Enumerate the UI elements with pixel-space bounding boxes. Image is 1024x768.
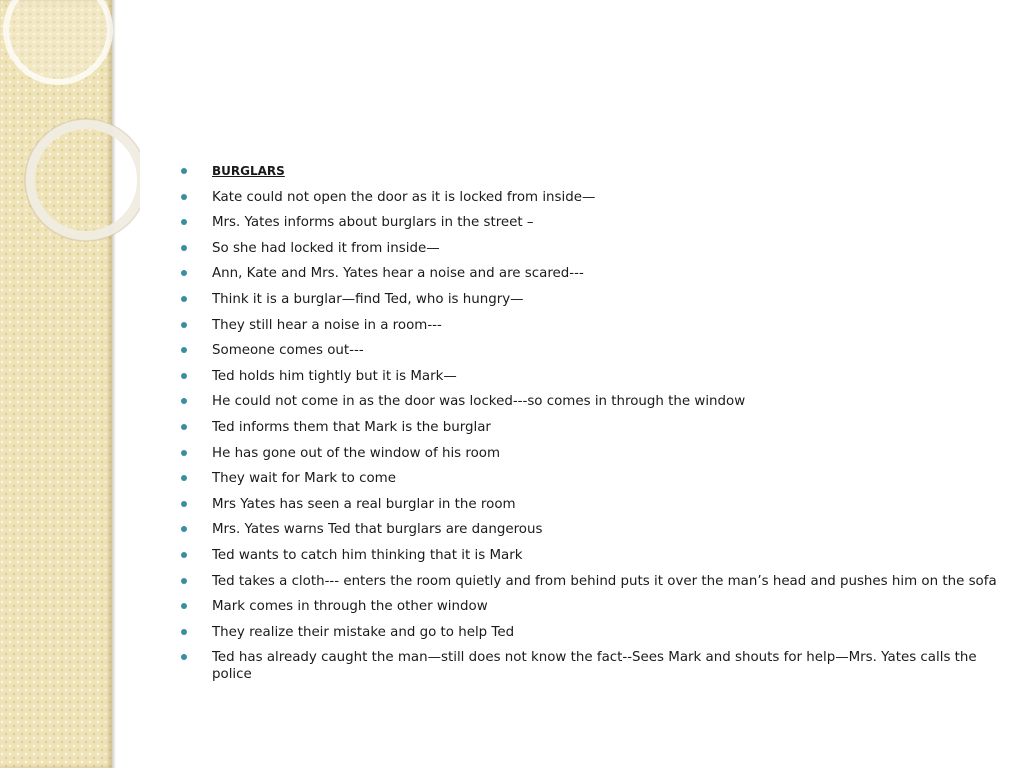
bullet-item xyxy=(178,470,998,487)
bullet-item xyxy=(178,265,998,282)
bullet-dot-icon xyxy=(181,270,187,276)
bullet-dot-icon xyxy=(181,603,187,609)
bullet-text: Mrs. Yates warns Ted that burglars are dangerous xyxy=(212,522,543,538)
bullet-dot-icon xyxy=(181,654,187,660)
bullet-text: He has gone out of the window of his room xyxy=(212,445,501,461)
bullet-dot-icon xyxy=(181,296,187,302)
bullet-item xyxy=(178,214,998,231)
bullet-text: They realize their mistake and go to help Ted xyxy=(212,624,515,640)
bullet-dot-icon xyxy=(181,552,187,558)
bullet-dot-icon xyxy=(181,578,187,584)
bullet-item xyxy=(178,317,998,334)
bullet-dot-icon xyxy=(181,424,187,430)
bullet-item xyxy=(178,573,998,590)
bullet-text: Ted informs them that Mark is the burglar xyxy=(212,419,491,435)
decorative-side-panel xyxy=(0,0,112,768)
bullet-dot-icon xyxy=(181,398,187,404)
bullet-text: Ted has already caught the man—still does not know the fact--Sees Mark and shouts for help—Mrs. Yates calls the police xyxy=(212,650,977,683)
bullet-list xyxy=(178,163,998,683)
bullet-item xyxy=(178,624,998,641)
bullet-text: Mrs. Yates informs about burglars in the street – xyxy=(212,215,534,231)
bullet-dot-icon xyxy=(181,168,187,174)
slide-content xyxy=(178,163,998,692)
bullet-item xyxy=(178,598,998,615)
bullet-text: Mrs Yates has seen a real burglar in the room xyxy=(212,496,516,512)
bullet-dot-icon xyxy=(181,526,187,532)
bullet-dot-icon xyxy=(181,347,187,353)
bullet-text: Ann, Kate and Mrs. Yates hear a noise and are scared--- xyxy=(212,266,584,282)
bullet-text: He could not come in as the door was locked---so comes in through the window xyxy=(212,394,746,410)
bullet-text: Mark comes in through the other window xyxy=(212,599,488,615)
bullet-text: Think it is a burglar—find Ted, who is hungry— xyxy=(212,291,524,307)
bullet-dot-icon xyxy=(181,219,187,225)
bullet-text: They wait for Mark to come xyxy=(212,471,396,487)
bullet-text: Ted takes a cloth--- enters the room quietly and from behind puts it over the man’s head and pushes him on the sofa xyxy=(212,573,997,589)
bullet-item xyxy=(178,496,998,513)
bullet-text: Ted wants to catch him thinking that it is Mark xyxy=(212,547,523,563)
bullet-text: They still hear a noise in a room--- xyxy=(212,317,442,333)
bullet-item xyxy=(178,393,998,410)
bullet-item-heading xyxy=(178,163,998,180)
bullet-text: Kate could not open the door as it is locked from inside— xyxy=(212,189,596,205)
bullet-item xyxy=(178,189,998,206)
slide-heading: BURGLARS xyxy=(212,164,285,178)
bullet-dot-icon xyxy=(181,475,187,481)
bullet-item xyxy=(178,649,998,683)
bullet-text: Someone comes out--- xyxy=(212,343,364,359)
bullet-item xyxy=(178,342,998,359)
bullet-item xyxy=(178,419,998,436)
bullet-text: So she had locked it from inside— xyxy=(212,240,440,256)
bullet-item xyxy=(178,291,998,308)
bullet-item xyxy=(178,240,998,257)
bullet-item xyxy=(178,445,998,462)
bullet-dot-icon xyxy=(181,322,187,328)
bullet-dot-icon xyxy=(181,245,187,251)
bullet-item xyxy=(178,521,998,538)
bullet-dot-icon xyxy=(181,373,187,379)
bullet-dot-icon xyxy=(181,501,187,507)
bullet-item xyxy=(178,368,998,385)
bullet-text: Ted holds him tightly but it is Mark— xyxy=(212,368,457,384)
bullet-item xyxy=(178,547,998,564)
bullet-dot-icon xyxy=(181,629,187,635)
bullet-dot-icon xyxy=(181,194,187,200)
side-panel-edge xyxy=(112,0,116,768)
bullet-dot-icon xyxy=(181,450,187,456)
